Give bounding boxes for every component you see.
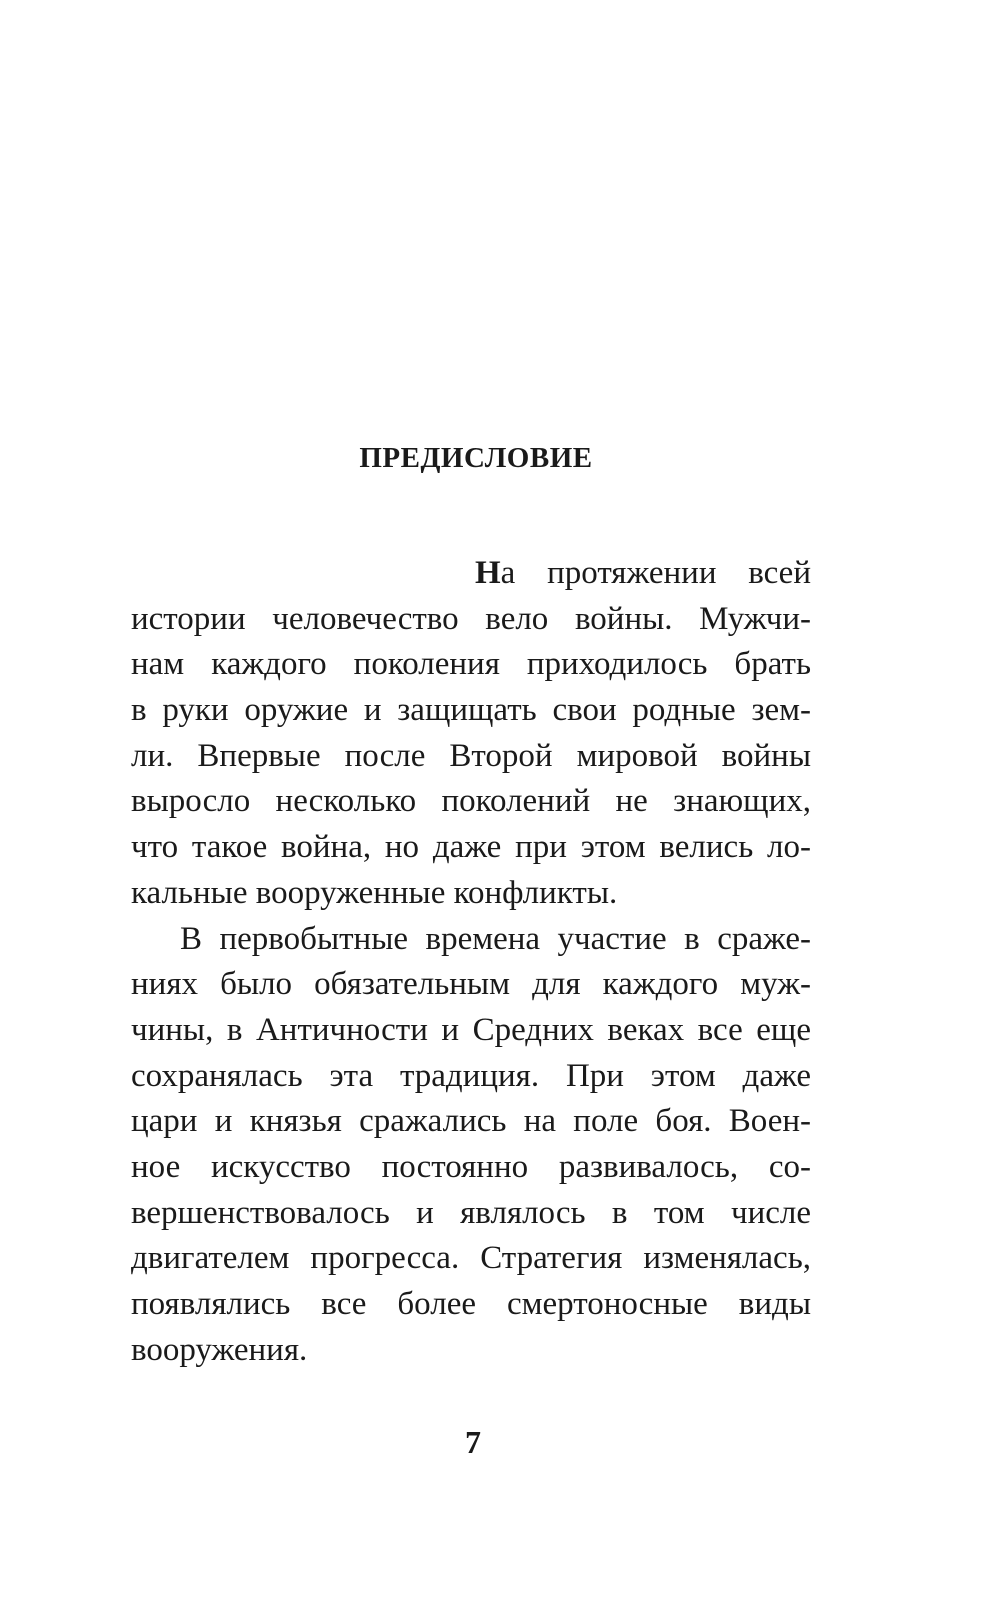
paragraph-2-line-1: В первобытные времена участие в сраже- [180,920,811,957]
paragraph-2-line: ниях было обязательным для каждого муж- [131,966,811,1003]
drop-cap: Н [475,555,501,591]
chapter-heading: ПРЕДИСЛОВИЕ [359,442,593,474]
paragraph-2-line: сохранялась эта традиция. При этом даже [131,1057,811,1094]
body-text [131,551,811,1373]
paragraph-1-line: нам каждого поколения приходилось брать [131,646,811,683]
paragraph-2-line: ное искусство постоянно развивалось, со- [131,1148,811,1185]
paragraph-1-line: в руки оружие и защищать свои родные зем- [131,692,811,729]
paragraph-1-line: истории человечество вело войны. Мужчи- [131,600,811,637]
paragraph-2-line: двигателем прогресса. Стратегия изменялась, [131,1240,811,1277]
paragraph-2-line: цари и князья сражались на поле боя. Воен- [131,1103,811,1140]
paragraph-1-line-last: кальные вооруженные конфликты. [131,874,618,911]
paragraph-2-line: появлялись все более смертоносные виды [131,1286,811,1322]
paragraph-2-line: чины, в Античности и Средних веках все еще [131,1011,811,1048]
paragraph-1-line: что такое война, но даже при этом велись ло- [131,829,811,866]
paragraph-1-line-1-text: а протяжении всей [500,555,811,591]
paragraph-1-line-1 [131,551,811,597]
page-number: 7 [465,1424,481,1460]
paragraph-1-line: ли. Впервые после Второй мировой войны [131,737,811,774]
paragraph-2-line-last: вооружения. [131,1331,308,1368]
paragraph-2-line: вершенствовалось и являлось в том числе [131,1194,811,1231]
paragraph-1-line: выросло несколько поколений не знающих, [131,783,811,820]
